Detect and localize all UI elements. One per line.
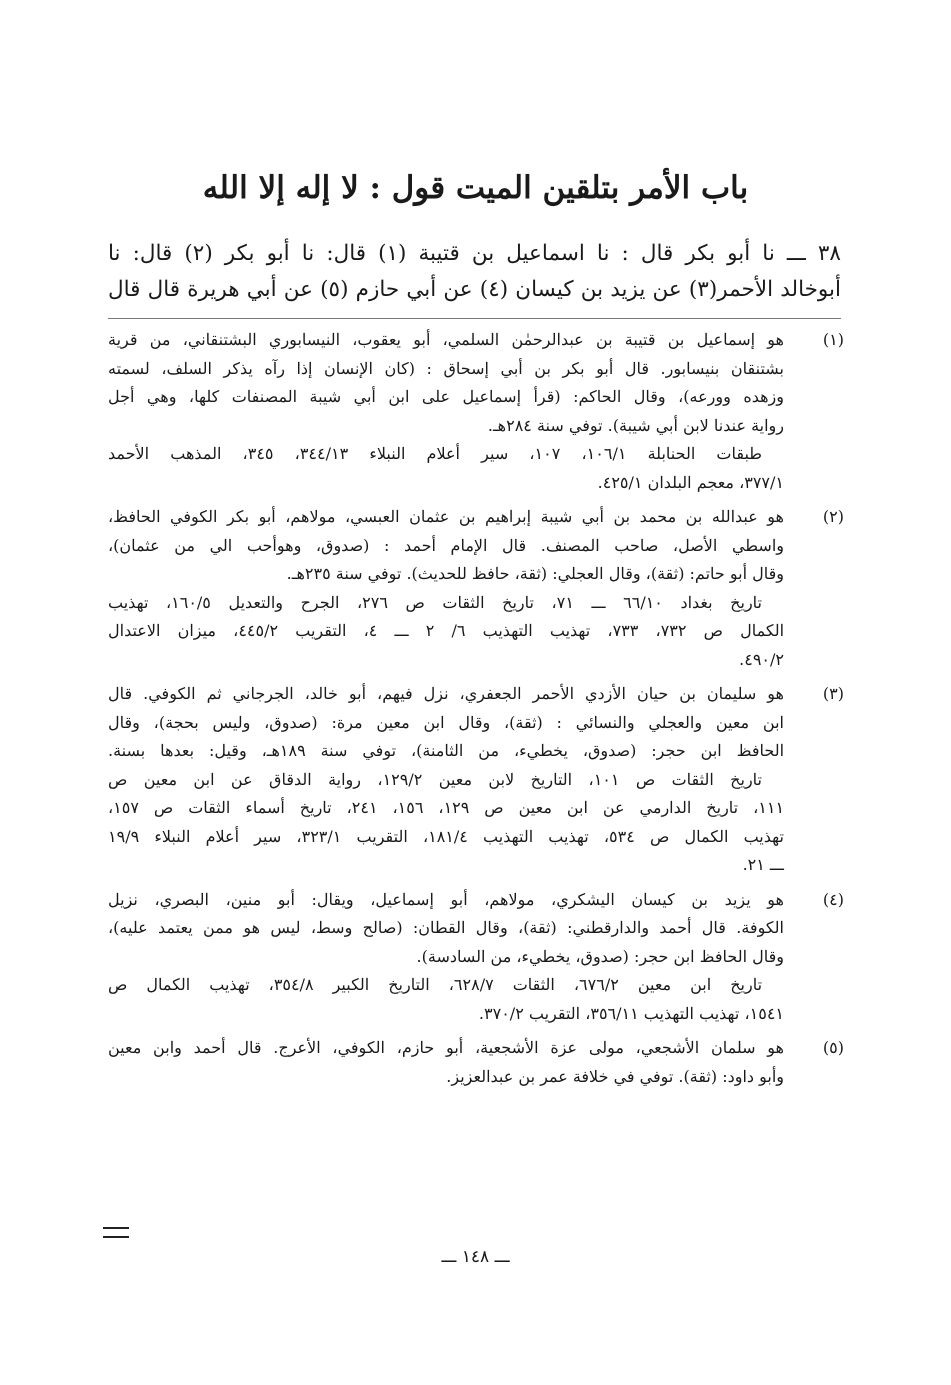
chapter-title: باب الأمر بتلقين الميت قول : لا إله إلا الله xyxy=(202,170,749,206)
footnote-body xyxy=(108,1034,784,1091)
footnote-line: هو عبدالله بن محمد بن أبي شيبة إبراهيم بن عثمان العبسي، مولاهم، أبو بكر الكوفي الحافظ، xyxy=(108,507,784,526)
footnote-body xyxy=(108,680,784,880)
footnote-line: وقال الحافظ ابن حجر: (صدوق، يخطيء، من السادسة). xyxy=(416,946,784,966)
footnote-separator xyxy=(108,318,841,319)
footnote-reference-line: طبقات الحنابلة ١٠٦/١، ١٠٧، سير أعلام النبلاء ٣٤٤/١٣، ٣٤٥، المذهب الأحمد xyxy=(108,444,763,463)
footnote-reference-line: تهذيب الكمال ص ٥٣٤، تهذيب التهذيب ١٨١/٤، التقريب ٣٢٣/١، سير أعلام النبلاء ١٩/٩ xyxy=(108,826,784,846)
footnote-reference-line: ١٥٤١، تهذيب التهذيب ٣٥٦/١١، التقريب ٣٧٠/٢. xyxy=(478,1003,784,1023)
footnote-line: وزهده وورعه)، وقال الحاكم: (قرأ إسماعيل على ابن أبي شيبة المصنفات كلها، وهي أجل xyxy=(108,387,784,406)
footnote-line: الحافظ ابن حجر: (صدوق، يخطيء، من الثامنة)، توفي سنة ١٨٩هـ، وقيل: بعدها بسنة. xyxy=(108,741,785,760)
footnote-reference-line: تاريخ بغداد ٦٦/١٠ ـــ ٧١، تاريخ الثقات ص ٢٧٦، الجرح والتعديل ١٦٠/٥، تهذيب xyxy=(108,592,763,612)
footnote-line: رواية عندنا لابن أبي شيبة). توفي سنة ٢٨٤هـ. xyxy=(487,415,784,435)
footnote-reference-line: الكمال ص ٧٣٢، ٧٣٣، تهذيب التهذيب ٦/ ٢ ـــ ٤، التقريب ٤٤٥/٢، ميزان الاعتدال xyxy=(108,621,785,640)
footnote xyxy=(108,326,846,497)
footnote-line: وأبو داود: (ثقة). توفي في خلافة عمر بن عبدالعزيز. xyxy=(446,1066,784,1086)
footnote-number: (٤) xyxy=(822,889,844,909)
footnote-reference-line: تاريخ الثقات ص ١٠١، التاريخ لابن معين ١٢٩/٢، رواية الدقاق عن ابن معين ص xyxy=(108,769,763,789)
footnote-line: هو سليمان بن حيان الأزدي الأحمر الجعفري، نزل فيهم، أبو خالد، الجرجاني ثم الكوفي. قال xyxy=(108,684,784,703)
footnotes xyxy=(108,326,846,1091)
footnote-number: (٢) xyxy=(822,507,844,526)
footnote-body xyxy=(108,326,784,497)
footnote-reference-line: ٣٧٧/١، معجم البلدان ٤٢٥/١. xyxy=(597,472,784,492)
hadith-line: أبوخالد الأحمر(٣) عن يزيد بن كيسان (٤) عن أبي حازم (٥) عن أبي هريرة قال قال xyxy=(108,277,841,302)
footnote-line: هو يزيد بن كيسان اليشكري، مولاهم، أبو إسماعيل، ويقال: أبو منين، البصري، نزيل xyxy=(108,889,784,909)
continuation-mark xyxy=(103,1227,129,1238)
footnote xyxy=(108,680,846,880)
footnote-body xyxy=(108,886,784,1029)
footnote-reference-line: ١١١، تاريخ الدارمي عن ابن معين ص ١٢٩، ١٥٦، ٢٤١، تاريخ أسماء الثقات ص ١٥٧، xyxy=(108,798,785,817)
hadith-line: ٣٨ ـــ نا أبو بكر قال : نا اسماعيل بن قتيبة (١) قال: نا أبو بكر (٢) قال: نا xyxy=(108,241,841,266)
footnote-body xyxy=(108,503,784,674)
footnote-line: واسطي الأصل، صاحب المصنف. قال الإمام أحمد : (صدوق، وهوأحب الي من عثمان)، xyxy=(108,535,784,555)
footnote-number: (٣) xyxy=(822,684,844,703)
footnote xyxy=(108,503,846,674)
footnote-reference-line: ٤٩٠/٢. xyxy=(739,649,784,669)
footnote-line: هو إسماعيل بن قتيبة بن عبدالرحمٰن السلمي، أبو يعقوب، النيسابوري البشتنقاني، من قرية xyxy=(108,330,784,349)
footnote-reference-line: تاريخ ابن معين ٦٧٦/٢، الثقات ٦٢٨/٧، التاريخ الكبير ٣٥٤/٨، تهذيب الكمال ص xyxy=(108,975,763,994)
footnote-number: (٥) xyxy=(822,1038,844,1057)
footnote-number: (١) xyxy=(822,330,844,349)
footnote xyxy=(108,886,846,1029)
footnote-line: بشتنقان بنيسابور. قال أبو بكر بن أبي إسحاق : (كان الإنسان إذا رآه يذكر السلف، لسمته xyxy=(108,358,785,378)
hadith-text xyxy=(108,236,841,308)
page-number: ـــ ١٤٨ ـــ xyxy=(441,1247,510,1267)
footnote-line: ابن معين والعجلي والنسائي : (ثقة)، وقال ابن معين مرة: (صدوق، وليس بحجة)، وقال xyxy=(108,712,784,732)
footnote-line: وقال أبو حاتم: (ثقة)، وقال العجلي: (ثقة، حافظ للحديث). توفي سنة ٢٣٥هـ. xyxy=(286,564,784,583)
footnote-reference-line: ـــ ٢١. xyxy=(742,855,784,874)
footnote xyxy=(108,1034,846,1091)
footnote-line: الكوفة. قال أحمد والدارقطني: (ثقة)، وقال القطان: (صالح وسط، ليس هو ممن يعتمد عليه)، xyxy=(108,918,784,937)
footnote-line: هو سلمان الأشجعي، مولى عزة الأشجعية، أبو حازم، الكوفي، الأعرج. قال أحمد وابن معين xyxy=(108,1038,784,1057)
